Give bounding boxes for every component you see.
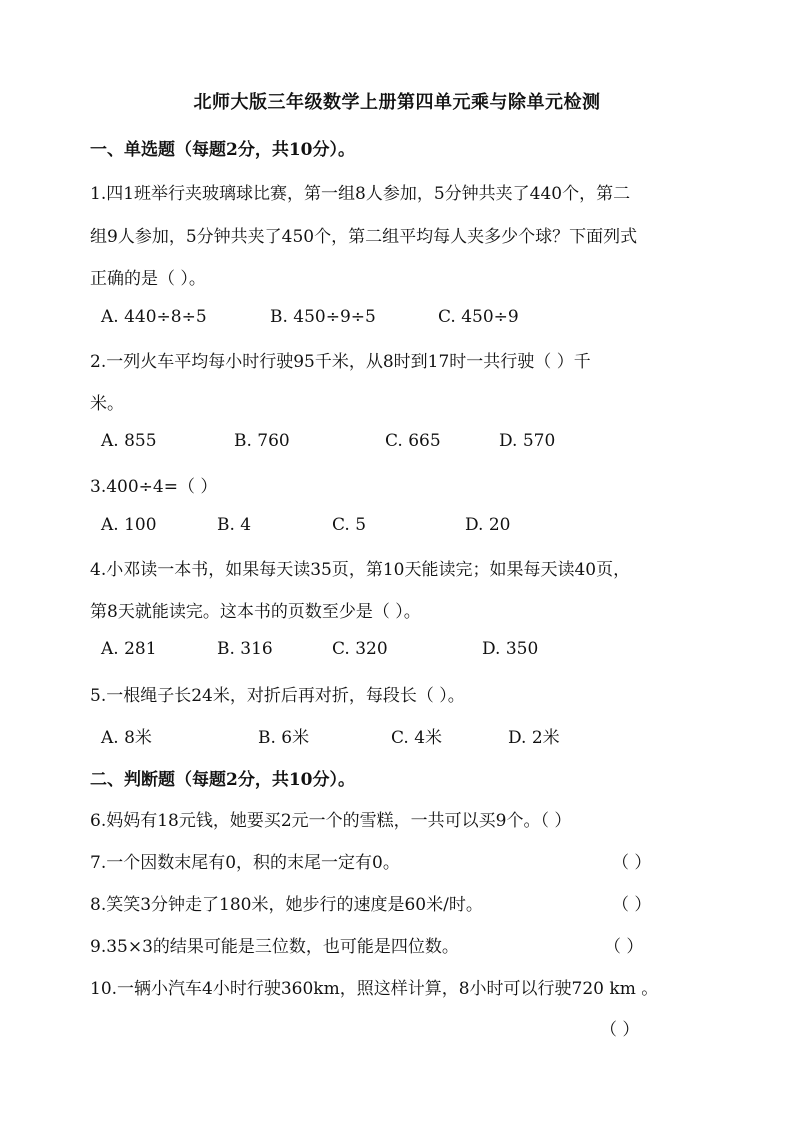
question-5-option-a: A. 8米	[101, 728, 152, 748]
question-2-option-b: B. 760	[234, 431, 290, 451]
question-1-line-2: 组9人参加，5分钟共夹了450个，第二组平均每人夹多少个球？下面列式	[90, 227, 638, 247]
question-5-line-1: 5.一根绳子长24米，对折后再对折，每段长（ ）。	[90, 686, 465, 706]
question-1-option-b: B. 450÷9÷5	[270, 307, 376, 327]
question-6: 6.妈妈有18元钱，她要买2元一个的雪糕，一共可以买9个。（ ）	[90, 811, 572, 831]
question-4-option-a: A. 281	[101, 639, 157, 659]
question-7: 7.一个因数末尾有0，积的末尾一定有0。	[90, 853, 400, 873]
question-9: 9.35×3的结果可能是三位数，也可能是四位数。	[90, 937, 459, 957]
question-3-line-1: 3.400÷4=（ ）	[90, 477, 218, 497]
question-2-option-d: D. 570	[499, 431, 556, 451]
question-3-option-c: C. 5	[332, 515, 367, 535]
section-heading-single-choice: 一、单选题（每题2分，共10分）。	[90, 140, 355, 160]
question-4-option-b: B. 316	[217, 639, 273, 659]
question-5-option-c: C. 4米	[391, 728, 443, 748]
question-10: 10.一辆小汽车4小时行驶360km，照这样计算，8小时可以行驶720 km 。	[90, 979, 659, 999]
question-8-answer-blank: （ ）	[612, 895, 652, 915]
question-1-line-3: 正确的是（ ）。	[90, 269, 206, 289]
question-1-option-a: A. 440÷8÷5	[101, 307, 207, 327]
question-1-option-c: C. 450÷9	[438, 307, 519, 327]
question-9-answer-blank: （ ）	[604, 937, 644, 957]
question-3-option-a: A. 100	[101, 515, 157, 535]
question-3-option-d: D. 20	[465, 515, 511, 535]
question-8: 8.笑笑3分钟走了180米，她步行的速度是60米/时。	[90, 895, 483, 915]
question-2-option-c: C. 665	[385, 431, 441, 451]
section-heading-true-false: 二、判断题（每题2分，共10分）。	[90, 770, 355, 790]
question-1-line-1: 1.四1班举行夹玻璃球比赛，第一组8人参加，5分钟共夹了440个，第二	[90, 184, 631, 204]
question-7-answer-blank: （ ）	[612, 853, 652, 873]
question-4-line-1: 4.小邓读一本书，如果每天读35页，第10天能读完；如果每天读40页，	[90, 560, 631, 580]
page-title: 北师大版三年级数学上册第四单元乘与除单元检测	[193, 92, 601, 113]
question-5-option-d: D. 2米	[508, 728, 560, 748]
question-10-answer-blank: （ ）	[600, 1020, 640, 1040]
question-4-line-2: 第8天就能读完。这本书的页数至少是（ ）。	[90, 602, 421, 622]
question-2-line-2: 米。	[90, 394, 124, 414]
question-2-line-1: 2.一列火车平均每小时行驶95千米，从8时到17时一共行驶（ ）千	[90, 352, 591, 372]
question-4-option-c: C. 320	[332, 639, 388, 659]
question-2-option-a: A. 855	[101, 431, 157, 451]
question-4-option-d: D. 350	[482, 639, 539, 659]
question-5-option-b: B. 6米	[258, 728, 310, 748]
question-3-option-b: B. 4	[217, 515, 252, 535]
